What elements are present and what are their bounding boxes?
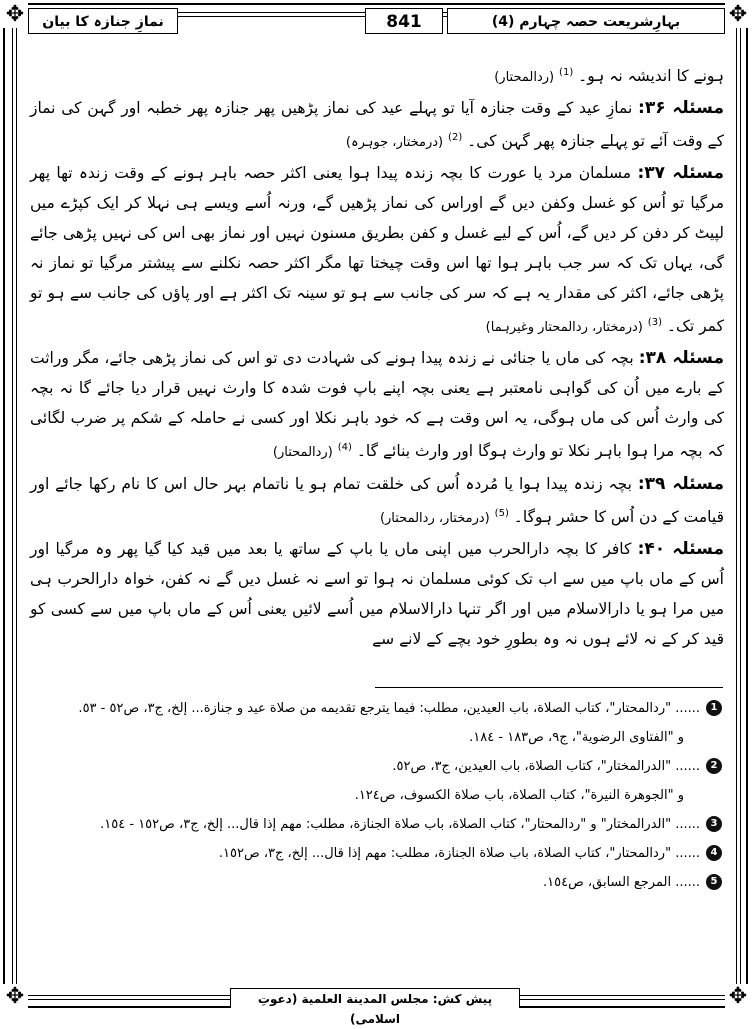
page-number: 841: [365, 8, 443, 34]
paragraph-continuation: ہونے کا اندیشہ نہ ہو۔ $^{(1)}$ (ردالمحتار): [494, 67, 724, 86]
corner-ornament-icon: ✥: [2, 984, 28, 1010]
masala-39: مسئلہ ۳۹: بچہ زندہ پیدا ہوا یا مُردہ اُس کی خلقت تمام ہو یا ناتمام بہر حال اس کا نام رکھا جائے اور قیامت کے دن اُس کا حشر ہوگا۔ $^{(5)}$ (درمختار، ردالمحتار): [30, 473, 724, 526]
masala-38: مسئلہ ۳۸: بچہ کی ماں یا جنائی نے زندہ پیدا ہونے کی شہادت دی تو اس کی نماز پڑھی جائے، مگر وراثت کے بارے میں اُن کی گواہی نامعتبر ہے یعنی بچہ اپنے باپ فوت شدہ کا وارث نہیں قرار دیا جائے گا نہ بچہ کی وارث اُس کی ماں ہوگی، یہ اس وقت ہے کہ خود باہر نکلا اور کسی نے حاملہ کے شکم پر ضرب لگائی کہ بچہ مرا ہوا باہر نکلا تو وارث ہوگا اور وارث بنائے گا۔ $^{(4)}$ (ردالمحتار): [30, 348, 724, 461]
footnote-ref: (4): [337, 442, 352, 454]
footnote-ref: (5): [494, 507, 509, 519]
footnote-5: 5 ...... المرجع السابق، ص١٥٤.: [30, 868, 724, 897]
footnote-2: 2 ...... "الدرالمختار"، كتاب الصلاة، باب العيدين، ج٣، ص٥٢.: [30, 752, 724, 781]
masala-36: مسئلہ ۳۶: نمازِ عید کے وقت جنازہ آیا تو پہلے عید کی نماز پڑھیں پھر جنازہ پھر خطبہ اور گہن کی نماز کے وقت آئے تو پہلے جنازہ پھر گہن کی۔ $^{(2)}$ (درمختار، جوہرہ): [30, 98, 725, 151]
page-footer: [230, 988, 520, 1026]
footnote-ref: (1): [559, 67, 574, 78]
chapter-title: نمازِ جنازہ کا بیان: [28, 8, 178, 34]
page-header: [28, 8, 725, 36]
book-title: بہارِشریعت حصہ چہارم (4): [447, 8, 725, 34]
corner-ornament-icon: ✥: [725, 984, 751, 1010]
masala-label: مسئلہ ۳۷:: [637, 163, 725, 184]
masala-40: مسئلہ ۴۰: کافر کا بچہ دارالحرب میں اپنی ماں یا باپ کے ساتھ یا بعد میں قید کیا گیا پھر وہ مرگیا اور اُس کے ماں باپ میں سے اب تک کوئی مسلمان نہ ہوا تو اسے نہ غسل دیں گے نہ کفن، خواہ دارالحرب ہی میں مرا ہو یا دارالاسلام میں اور اگر تنہا دارالاسلام میں اُسے لائیں یعنی اُس کے ماں باپ میں سے کسی کو قید کر کے نہ لائے ہوں نہ وہ بطورِ خود بچے کے لانے سے: [30, 538, 724, 648]
footnotes: [30, 694, 724, 897]
footnote-ref: (3): [647, 317, 662, 329]
masala-label: مسئلہ ۳۸:: [638, 348, 724, 369]
footnote-number: 1: [706, 700, 722, 716]
footnote-3: 3 ...... "الدرالمختار" و "ردالمحتار"، كتاب الصلاة، باب صلاة الجنازة، مطلب: مهم إذا قال... إلخ، ج٣، ص١٥٢ - ١٥٤.: [30, 810, 724, 839]
footer-sub: (دعوتِ اسلامی): [257, 992, 401, 1026]
source-ref: (ردالمحتار): [272, 445, 333, 461]
footnote-4: 4 ...... "ردالمحتار"، كتاب الصلاة، باب صلاة الجنازة، مطلب: مهم إذا قال... إلخ، ج٣، ص١٥٢.: [30, 839, 724, 868]
source-ref: (ردالمحتار): [494, 70, 555, 86]
source-ref: (درمختار، ردالمحتار): [379, 510, 490, 526]
footer-org: مجلس المدينة العلمية: [301, 992, 429, 1006]
masala-label: مسئلہ ۳۶:: [638, 98, 725, 119]
masala-label: مسئلہ ۳۹:: [637, 473, 724, 494]
footnote-number: 3: [706, 816, 722, 832]
footnote-2-continued: و "الجوهرة النيرة"، كتاب الصلاة، باب صلاة الكسوف، ص١٢٤.: [354, 788, 684, 803]
footnote-number: 2: [706, 758, 722, 774]
masala-label: مسئلہ ۴۰:: [637, 538, 724, 559]
source-ref: (درمختار، جوہرہ): [345, 135, 444, 151]
footnote-1: 1 ...... "ردالمحتار"، كتاب الصلاة، باب العيدين، مطلب: فيما يترجع تقديمه من صلاة عيد و جنازة... إلخ، ج٣، ص٥٢ - ٥٣.: [30, 694, 724, 723]
footnote-1-continued: و "الفتاوى الرضوية"، ج٩، ص١٨٣ - ١٨٤.: [469, 730, 684, 745]
footnote-number: 4: [706, 845, 722, 861]
corner-ornament-icon: ✥: [725, 2, 751, 28]
main-text: [30, 58, 724, 654]
masala-37: مسئلہ ۳۷: مسلمان مرد یا عورت کا بچہ زندہ پیدا ہوا یعنی اکثر حصہ باہر ہونے کے وقت زندہ تھا پھر مرگیا تو اُس کو غسل وکفن دیں گے اوراس کی نماز پڑھیں گے، ورنہ اُسے ویسے ہی نہلا کر ایک کپڑے میں لپیٹ کر دفن کر دیں گے، اُس کے لیے غسل و کفن بطریق مسنون نہیں اور نماز بھی اس کی نہیں پڑھی جائے گی، یہاں تک کہ سر جب باہر ہوا تھا اس وقت چیختا تھا مگر اکثر حصہ نکلنے سے پیشتر مرگیا تو نماز نہ پڑھی جائے، اکثر کی مقدار یہ ہے کہ سر کی جانب سے ہو تو سینہ تک اکثر ہے اور پاؤں کی جانب سے ہو تو کمر تک۔ $^{(3)}$ (درمختار، ردالمحتار وغیرہما): [30, 163, 725, 336]
source-ref: (درمختار، ردالمحتار وغیرہما): [485, 320, 643, 336]
footnote-divider: [375, 687, 723, 688]
corner-ornament-icon: ✥: [2, 2, 28, 28]
footer-label: پیش کش:: [432, 992, 493, 1006]
footnote-number: 5: [706, 874, 722, 890]
footnote-ref: (2): [448, 132, 463, 144]
